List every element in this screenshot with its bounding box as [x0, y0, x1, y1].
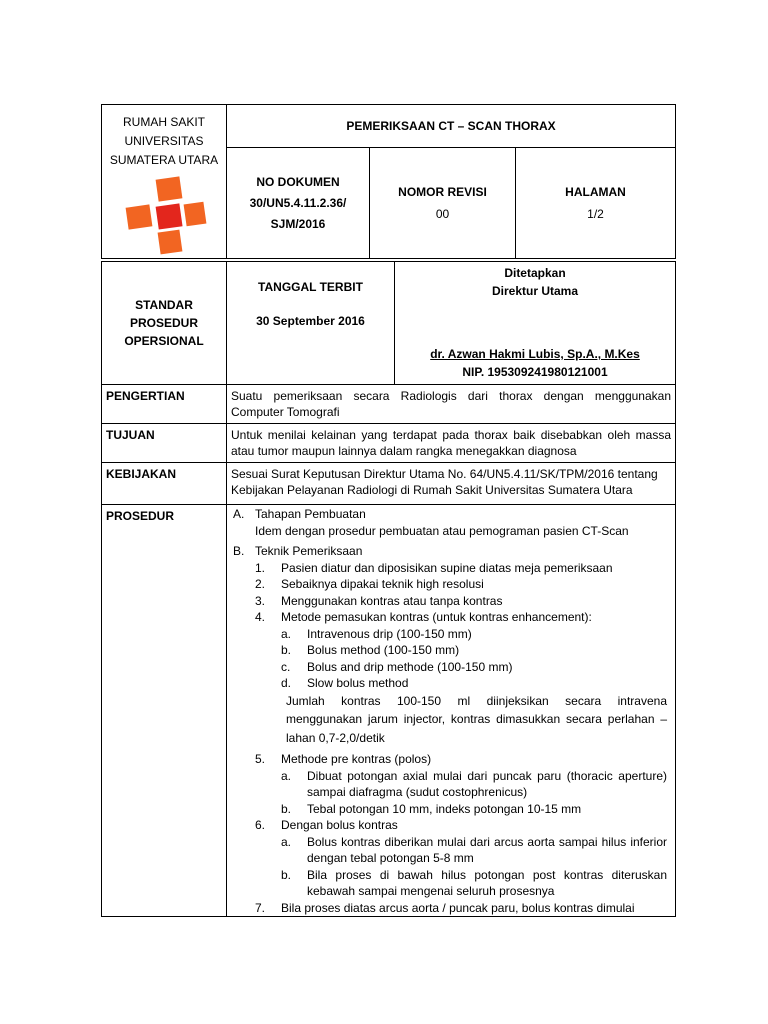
step-6-marker: 6.: [255, 818, 266, 832]
step4-sub-item: [233, 659, 667, 676]
signer-nip: NIP. 195309241980121001: [462, 365, 608, 379]
step4-sub-text: Bolus and drip methode (100-150 mm): [307, 659, 513, 674]
section-b-marker: B.: [233, 544, 245, 558]
steps-list: [233, 560, 667, 626]
sop-label-line-1: STANDAR: [135, 298, 193, 312]
page-cell: [516, 148, 676, 259]
step6-sub-marker: a.: [281, 834, 292, 849]
step5-sub-marker: a.: [281, 768, 292, 783]
sop-label-line-3: OPERSIONAL: [124, 334, 204, 348]
step-text: Menggunakan kontras atau tanpa kontras: [281, 593, 503, 608]
signer-name: dr. Azwan Hakmi Lubis, Sp.A., M.Kes: [430, 347, 640, 361]
prosedur-content: [227, 505, 676, 917]
step4-sub-item: [233, 626, 667, 643]
institution-cell: [102, 105, 227, 259]
doc-number-label: NO DOKUMEN: [256, 174, 340, 189]
section-a-text-content: Idem dengan prosedur pembuatan atau pemograman pasien CT-Scan: [255, 523, 629, 538]
step-text: Metode pemasukan kontras (untuk kontras enhancement):: [281, 610, 592, 624]
step5-sub-text: Tebal potongan 10 mm, indeks potongan 10-15 mm: [307, 801, 582, 816]
step4-sub-marker: a.: [281, 626, 292, 641]
step-text: Sebaiknya dipakai teknik high resolusi: [281, 577, 484, 591]
step6-sub-text: Bolus kontras diberikan mulai dari arcus aorta sampai hilus inferior dengan tebal potongan 5-8 mm: [307, 834, 667, 865]
step6-sub-text: Bila proses di bawah hilus potongan post kontras diteruskan kebawah sampai mengenai seluruh prosesnya: [307, 867, 667, 898]
institution-line-3: SUMATERA UTARA: [109, 153, 219, 167]
section-b-title: Teknik Pemeriksaan: [255, 544, 363, 558]
step-6: [233, 817, 667, 834]
step-item: [233, 609, 667, 626]
revision-value: 00: [435, 207, 450, 221]
pengertian-label: PENGERTIAN: [102, 385, 227, 424]
step-5: [233, 751, 667, 768]
tujuan-label: TUJUAN: [102, 424, 227, 463]
step4-d-note: Jumlah kontras 100-150 ml diinjeksikan secara intravena menggunakan jarum injector, kontras dimasukkan secara perlahan – lahan 0,7-2,0/detik: [286, 693, 667, 745]
step4-sub-text: Bolus method (100-150 mm): [307, 643, 460, 657]
step-marker: 3.: [255, 593, 266, 608]
step-item: [233, 560, 667, 577]
revision-label: NOMOR REVISI: [398, 185, 487, 199]
step4-sublist: [233, 626, 667, 692]
signature-cell: [395, 262, 676, 385]
step-7-text: Bila proses diatas arcus aorta / puncak paru, bolus kontras dimulai: [281, 900, 635, 915]
step4-sub-item: [233, 642, 667, 659]
step4-sub-marker: b.: [281, 643, 292, 657]
step5-sub-marker: b.: [281, 801, 292, 816]
step-6-text: Dengan bolus kontras: [281, 818, 398, 832]
section-a-text: [233, 523, 667, 540]
kebijakan-label: KEBIJAKAN: [102, 463, 227, 505]
step-marker: 4.: [255, 610, 266, 624]
kebijakan-text: Sesuai Surat Keputusan Direktur Utama No. 64/UN5.4.11/SK/TPM/2016 tentang Kebijakan Pelayanan Radiologi di Rumah Sakit Universitas Sumatera Utara: [227, 463, 676, 505]
step5-sublist: [233, 768, 667, 818]
step-text: Pasien diatur dan diposisikan supine diatas meja pemeriksaan: [281, 560, 613, 575]
step4-sub-text: Slow bolus method: [307, 676, 409, 690]
doc-number-line-2: SJM/2016: [270, 216, 326, 231]
step6-sublist: [233, 834, 667, 900]
section-b: [233, 543, 667, 560]
step6-sub-item: [233, 834, 667, 867]
step5-sub-item: [233, 768, 667, 801]
revision-cell: [370, 148, 516, 259]
pengertian-text: Suatu pemeriksaan secara Radiologis dari thorax dengan menggunakan Computer Tomografi: [227, 385, 676, 424]
doc-number-line-1: 30/UN5.4.11.2.36/: [249, 195, 347, 210]
institution-line-1: RUMAH SAKIT: [122, 115, 205, 129]
doc-number-cell: [227, 148, 370, 259]
issued-label: TANGGAL TERBIT: [258, 280, 363, 294]
step-item: [233, 576, 667, 593]
document-title: PEMERIKSAAN CT – SCAN THORAX: [227, 105, 676, 148]
tujuan-text: Untuk menilai kelainan yang terdapat pada thorax baik disebabkan oleh massa atau tumor maupun lainnya dalam rangka menegakkan diagnosa: [227, 424, 676, 463]
step5-sub-item: [233, 801, 667, 818]
orange-cross-logo-icon: [121, 176, 207, 256]
step4-sub-marker: d.: [281, 676, 292, 690]
page-label: HALAMAN: [565, 185, 626, 199]
step-marker: 2.: [255, 577, 266, 591]
sop-table: [101, 261, 676, 917]
set-by-label: Ditetapkan: [504, 266, 566, 280]
section-a: [233, 506, 667, 523]
step4-sub-item: [233, 675, 667, 692]
step-5-text: Methode pre kontras (polos): [281, 752, 432, 766]
institution-line-2: UNIVERSITAS: [124, 134, 204, 148]
step-7-marker: 7.: [255, 900, 266, 915]
issued-date: 30 September 2016: [256, 314, 365, 328]
step-marker: 1.: [255, 560, 266, 575]
issued-cell: [227, 262, 395, 385]
section-a-marker: A.: [233, 507, 245, 521]
set-by-role: Direktur Utama: [491, 284, 579, 298]
step-5-marker: 5.: [255, 752, 266, 766]
step4-sub-text: Intravenous drip (100-150 mm): [307, 626, 472, 641]
sop-label-line-2: PROSEDUR: [129, 316, 198, 330]
step-7: [233, 900, 667, 917]
step6-sub-marker: b.: [281, 867, 292, 882]
step-item: [233, 593, 667, 610]
document-header-table: [101, 104, 676, 259]
step6-sub-item: [233, 867, 667, 900]
step4-sub-marker: c.: [281, 659, 291, 674]
prosedur-label: PROSEDUR: [102, 505, 227, 917]
sop-label-cell: [102, 262, 227, 385]
page-value: 1/2: [587, 207, 604, 221]
step5-sub-text: Dibuat potongan axial mulai dari puncak paru (thoracic aperture) sampai diafragma (sudut costophrenicus): [307, 768, 667, 799]
section-a-title: Tahapan Pembuatan: [255, 507, 366, 521]
